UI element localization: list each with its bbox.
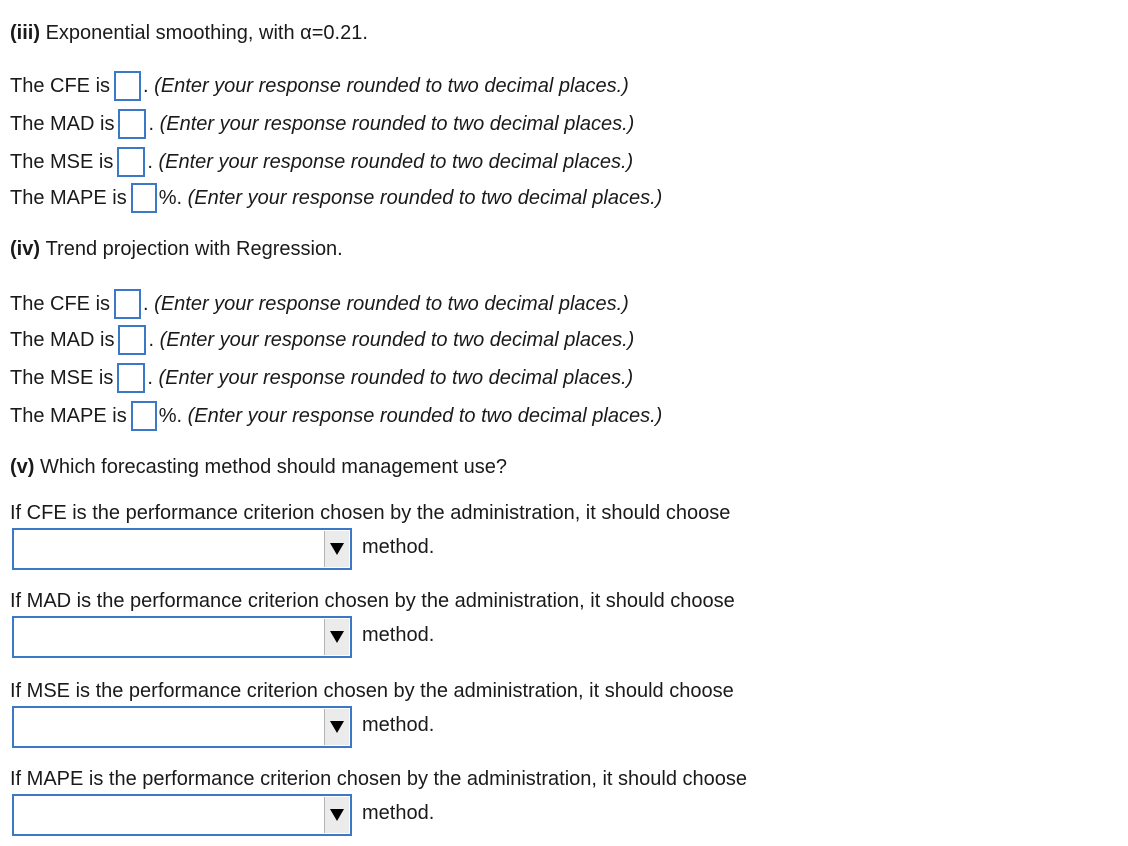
- iv-mse-suffix: .: [147, 366, 153, 389]
- choice-cfe-select[interactable]: [12, 528, 352, 570]
- section-iii-heading: [10, 18, 368, 48]
- choice-mape-method: method.: [362, 801, 435, 824]
- iii-mse-input[interactable]: [117, 147, 145, 177]
- choice-mad-text: If MAD is the performance criterion chosen by the administration, it should choose: [10, 589, 735, 612]
- alpha-equals: =: [311, 21, 324, 44]
- iv-cfe-row: [10, 289, 629, 319]
- section-iv-title: Trend projection with Regression.: [45, 237, 343, 260]
- iv-mse-input[interactable]: [117, 363, 145, 393]
- iii-mape-label: The MAPE is: [10, 186, 127, 209]
- iii-mad-label: The MAD is: [10, 112, 115, 135]
- choice-mse-select[interactable]: [12, 706, 352, 748]
- iv-cfe-label: The CFE is: [10, 292, 111, 315]
- chevron-down-icon[interactable]: [324, 531, 349, 567]
- iii-mad-input[interactable]: [118, 109, 146, 139]
- iv-mape-hint: (Enter your response rounded to two decimal places.): [187, 404, 663, 427]
- section-v-title: Which forecasting method should management use?: [40, 455, 507, 478]
- iii-cfe-row: [10, 71, 629, 101]
- choice-mape-text: If MAPE is the performance criterion chosen by the administration, it should choose: [10, 767, 748, 790]
- choice-cfe-text: If CFE is the performance criterion chosen by the administration, it should choose: [10, 501, 731, 524]
- alpha-value: 0.21: [323, 21, 363, 44]
- iv-mape-label: The MAPE is: [10, 404, 127, 427]
- iv-cfe-suffix: .: [143, 292, 149, 315]
- choice-cfe-method: method.: [362, 535, 435, 558]
- section-v-heading: [10, 452, 507, 482]
- chevron-down-icon[interactable]: [324, 797, 349, 833]
- iii-cfe-input[interactable]: [114, 71, 141, 101]
- iv-cfe-hint: (Enter your response rounded to two decimal places.): [154, 292, 629, 315]
- iii-mse-hint: (Enter your response rounded to two decimal places.): [158, 150, 634, 173]
- iv-mse-label: The MSE is: [10, 366, 114, 389]
- iv-mse-row: [10, 363, 633, 393]
- iv-mse-hint: (Enter your response rounded to two decimal places.): [158, 366, 634, 389]
- iii-cfe-hint: (Enter your response rounded to two decimal places.): [154, 74, 629, 97]
- section-iii-title: Exponential smoothing, with: [45, 21, 295, 44]
- iii-mad-hint: (Enter your response rounded to two decimal places.): [159, 112, 635, 135]
- section-iv-heading: [10, 234, 343, 264]
- section-v-label: (v): [10, 455, 35, 478]
- iii-mape-row: [10, 183, 662, 213]
- iii-mse-label: The MSE is: [10, 150, 114, 173]
- iv-mad-input[interactable]: [118, 325, 146, 355]
- iv-mad-hint: (Enter your response rounded to two decimal places.): [159, 328, 635, 351]
- chevron-down-icon[interactable]: [324, 619, 349, 655]
- chevron-down-icon[interactable]: [324, 709, 349, 745]
- iii-mad-suffix: .: [148, 112, 155, 135]
- iv-cfe-input[interactable]: [114, 289, 141, 319]
- iv-mape-suffix: %.: [158, 404, 183, 427]
- choice-mape-select[interactable]: [12, 794, 352, 836]
- iv-mad-label: The MAD is: [10, 328, 115, 351]
- iv-mad-row: [10, 325, 634, 355]
- iv-mape-input[interactable]: [131, 401, 157, 431]
- iii-cfe-label: The CFE is: [10, 74, 111, 97]
- section-iv-label: (iv): [10, 237, 40, 260]
- section-iii-label: (iii): [10, 21, 40, 44]
- iv-mad-suffix: .: [148, 328, 155, 351]
- iii-mape-hint: (Enter your response rounded to two decimal places.): [187, 186, 663, 209]
- iv-mape-row: [10, 401, 662, 431]
- alpha-end: .: [362, 21, 368, 44]
- iii-mse-row: [10, 147, 633, 177]
- iii-mse-suffix: .: [147, 150, 153, 173]
- iii-mape-suffix: %.: [158, 186, 183, 209]
- choice-mad-method: method.: [362, 623, 435, 646]
- choice-mad-select[interactable]: [12, 616, 352, 658]
- alpha-symbol: α: [300, 21, 312, 44]
- iii-mad-row: [10, 109, 634, 139]
- iii-cfe-suffix: .: [143, 74, 149, 97]
- choice-mse-method: method.: [362, 713, 435, 736]
- choice-mse-text: If MSE is the performance criterion chosen by the administration, it should choose: [10, 679, 734, 702]
- iii-mape-input[interactable]: [131, 183, 157, 213]
